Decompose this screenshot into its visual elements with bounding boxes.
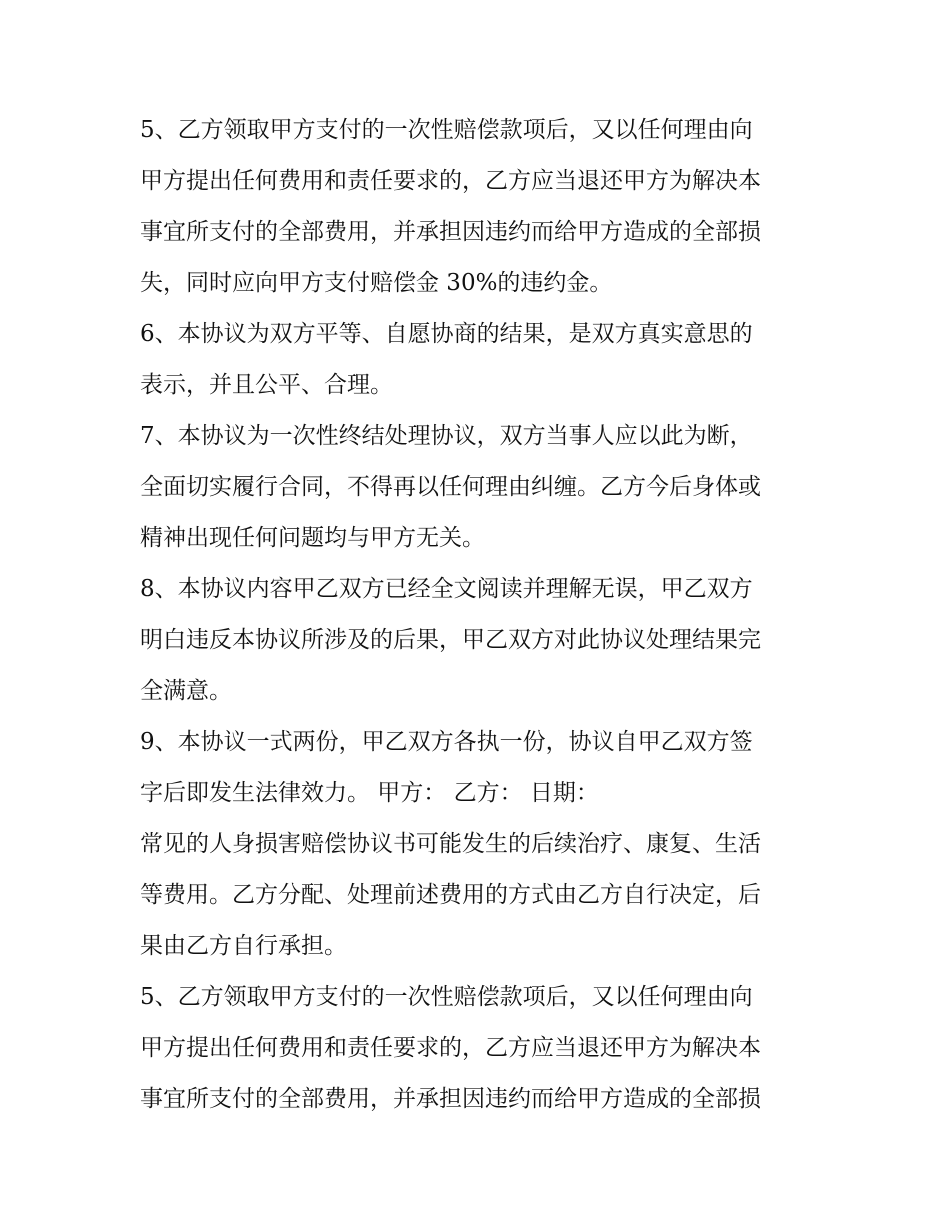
clause-7-line-2: 全面切实履行合同，不得再以任何理由纠缠。乙方今后身体或: [140, 474, 761, 500]
repeat-clause-5-line-1: 5、乙方领取甲方支付的一次性赔偿款项后，又以任何理由向: [140, 984, 753, 1010]
clause-8-line-3: 全满意。: [140, 678, 232, 704]
clause-8-line-1: 8、本协议内容甲乙双方已经全文阅读并理解无误，甲乙双方: [140, 576, 753, 602]
clause-7-line-1: 7、本协议为一次性终结处理协议，双方当事人应以此为断，: [140, 423, 753, 449]
clause-5-line-3: 事宜所支付的全部费用，并承担因违约而给甲方造成的全部损: [140, 219, 761, 245]
clause-5-line-4: 失，同时应向甲方支付赔偿金 30%的违约金。: [140, 270, 613, 296]
clause-9-line-2-signature: 字后即发生法律效力。 甲方： 乙方： 日期：: [140, 780, 599, 806]
repeat-clause-5-line-3: 事宜所支付的全部费用，并承担因违约而给甲方造成的全部损: [140, 1086, 761, 1112]
clause-6-line-1: 6、本协议为双方平等、自愿协商的结果，是双方真实意思的: [140, 321, 753, 347]
clause-7-line-3: 精神出现任何问题均与甲方无关。: [140, 525, 485, 551]
clause-5-line-2: 甲方提出任何费用和责任要求的，乙方应当退还甲方为解决本: [140, 168, 761, 194]
clause-5-line-1: 5、乙方领取甲方支付的一次性赔偿款项后，又以任何理由向: [140, 117, 753, 143]
repeat-clause-5-line-2: 甲方提出任何费用和责任要求的，乙方应当退还甲方为解决本: [140, 1035, 761, 1061]
clause-9-line-1: 9、本协议一式两份，甲乙双方各执一份，协议自甲乙双方签: [140, 729, 753, 755]
document-body: [140, 105, 815, 1125]
clause-6-line-2: 表示，并且公平、合理。: [140, 372, 393, 398]
clause-8-line-2: 明白违反本协议所涉及的后果，甲乙双方对此协议处理结果完: [140, 627, 761, 653]
note-line-2: 等费用。乙方分配、处理前述费用的方式由乙方自行决定，后: [140, 882, 761, 908]
note-line-3: 果由乙方自行承担。: [140, 933, 347, 959]
note-line-1: 常见的人身损害赔偿协议书可能发生的后续治疗、康复、生活: [140, 831, 761, 857]
